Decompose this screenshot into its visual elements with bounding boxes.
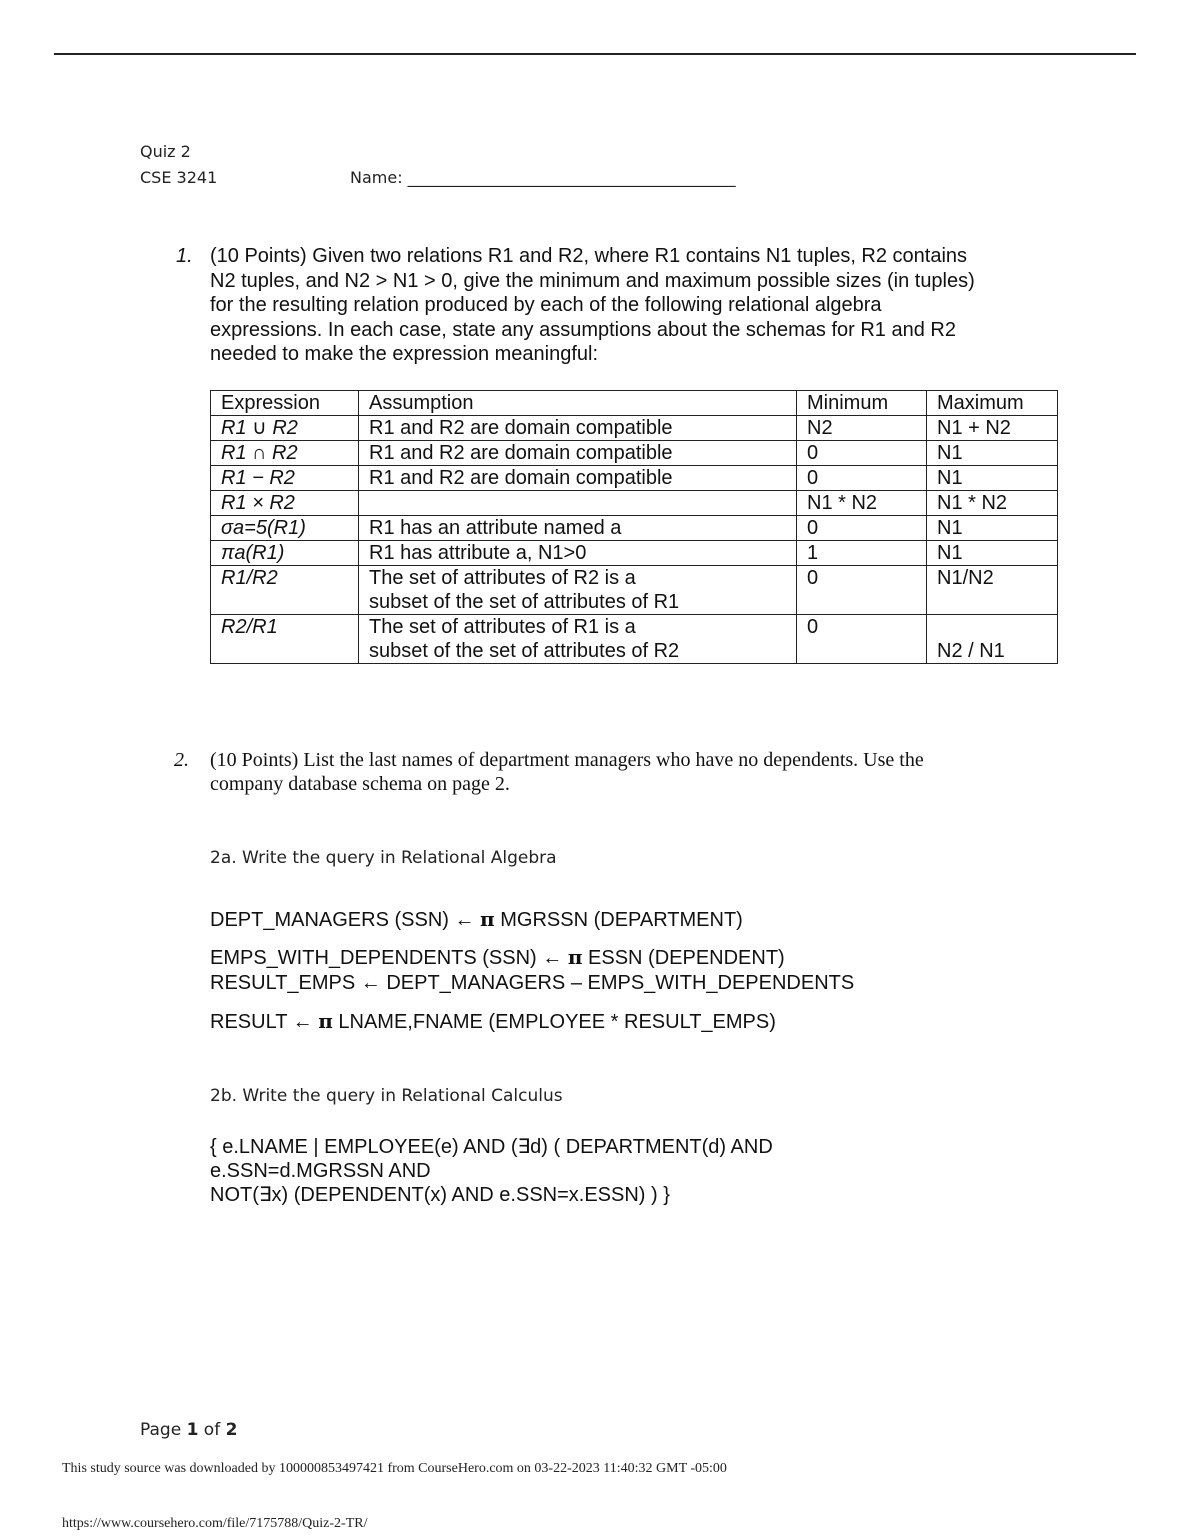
q2-prompt xyxy=(210,748,1110,796)
assumption-cell: R1 and R2 are domain compatible xyxy=(359,416,797,441)
assumption-cell xyxy=(359,566,797,615)
table-row xyxy=(211,541,1058,566)
page-of: of xyxy=(198,1420,226,1440)
expr-cell: R2/R1 xyxy=(211,615,359,664)
assumption-line: The set of attributes of R1 is a xyxy=(369,616,636,638)
pi-symbol: π xyxy=(567,945,583,969)
assumption-line: subset of the set of attributes of R1 xyxy=(369,591,680,613)
min-cell: 0 xyxy=(797,615,927,664)
min-cell: 0 xyxy=(797,516,927,541)
part-b-label: 2b. Write the query in Relational Calculus xyxy=(210,1086,563,1106)
expr-cell: R1 ∩ R2 xyxy=(211,441,359,466)
page-total: 2 xyxy=(225,1420,238,1440)
assumption-cell: R1 and R2 are domain compatible xyxy=(359,466,797,491)
expr-cell: R1/R2 xyxy=(211,566,359,615)
part-a-label: 2a. Write the query in Relational Algebra xyxy=(210,848,557,868)
algebra-right: LNAME,FNAME (EMPLOYEE * RESULT_EMPS) xyxy=(332,1011,776,1033)
algebra-left: RESULT ← xyxy=(210,1011,313,1033)
page-indicator xyxy=(140,1420,237,1440)
max-cell: N1 xyxy=(927,541,1058,566)
pi-symbol: π xyxy=(318,1009,333,1033)
source-url[interactable]: https://www.coursehero.com/file/7175788/Quiz-2-TR/ xyxy=(62,1516,368,1531)
expr-cell: πa(R1) xyxy=(211,541,359,566)
q1-line: needed to make the expression meaningful: xyxy=(210,343,599,365)
source-note: This study source was downloaded by 100000853497421 from CourseHero.com on 03-22-2023 11:40:32 GMT -05:00 xyxy=(62,1461,727,1476)
q1-line: N2 tuples, and N2 > N1 > 0, give the minimum and maximum possible sizes (in tuples) xyxy=(210,269,975,292)
algebra-line xyxy=(210,1008,776,1035)
max-cell: N1 * N2 xyxy=(927,491,1058,516)
min-cell: 0 xyxy=(797,466,927,491)
max-cell: N1 xyxy=(927,441,1058,466)
q2-number: 2. xyxy=(174,749,189,771)
page-prefix: Page xyxy=(140,1420,187,1440)
q1-line: for the resulting relation produced by each of the following relational algebra xyxy=(210,294,882,316)
algebra-line xyxy=(210,906,743,933)
calculus-answer xyxy=(210,1135,773,1207)
algebra-left: DEPT_MANAGERS (SSN) ← xyxy=(210,909,475,931)
table-row xyxy=(211,566,1058,615)
assumption-cell: R1 has an attribute named a xyxy=(359,516,797,541)
min-cell: N2 xyxy=(797,416,927,441)
header-assumption: Assumption xyxy=(359,391,797,416)
q1-number: 1. xyxy=(176,245,193,267)
top-rule xyxy=(54,53,1136,55)
min-cell: 0 xyxy=(797,566,927,615)
table-row xyxy=(211,441,1058,466)
max-cell: N1 + N2 xyxy=(927,416,1058,441)
max-cell: N1 xyxy=(927,466,1058,491)
min-cell: 0 xyxy=(797,441,927,466)
algebra-right: MGRSSN (DEPARTMENT) xyxy=(494,909,743,931)
algebra-right: ESSN (DEPENDENT) xyxy=(582,947,785,969)
name-field: Name: _________________________________________ xyxy=(350,168,736,187)
q2-line: company database schema on page 2. xyxy=(210,773,510,795)
algebra-left: EMPS_WITH_DEPENDENTS (SSN) ← xyxy=(210,947,563,969)
table-header-row xyxy=(211,391,1058,416)
expr-cell: R1 × R2 xyxy=(211,491,359,516)
max-cell: N1/N2 xyxy=(927,566,1058,615)
pi-symbol: π xyxy=(480,907,495,931)
calculus-line: { e.LNAME | EMPLOYEE(e) AND (∃d) ( DEPARTMENT(d) AND xyxy=(210,1136,773,1158)
algebra-left: RESULT_EMPS ← DEPT_MANAGERS – EMPS_WITH_DEPENDENTS xyxy=(210,972,855,994)
table-row xyxy=(211,466,1058,491)
calculus-line: NOT(∃x) (DEPENDENT(x) AND e.SSN=x.ESSN) ) } xyxy=(210,1184,670,1206)
max-cell: N1 xyxy=(927,516,1058,541)
course-code: CSE 3241 xyxy=(140,168,218,187)
calculus-line: e.SSN=d.MGRSSN AND xyxy=(210,1160,431,1182)
expr-cell: σa=5(R1) xyxy=(211,516,359,541)
q1-prompt xyxy=(210,244,1090,367)
expr-cell: R1 ∪ R2 xyxy=(211,416,359,441)
q1-line: (10 Points) Given two relations R1 and R2, where R1 contains N1 tuples, R2 contains xyxy=(210,245,968,267)
min-cell: 1 xyxy=(797,541,927,566)
size-table xyxy=(210,390,1058,664)
assumption-line: The set of attributes of R2 is a xyxy=(369,567,636,589)
min-cell: N1 * N2 xyxy=(797,491,927,516)
table-row xyxy=(211,416,1058,441)
assumption-cell: R1 and R2 are domain compatible xyxy=(359,441,797,466)
max-cell: N2 / N1 xyxy=(927,615,1058,664)
q1-line: expressions. In each case, state any assumptions about the schemas for R1 and R2 xyxy=(210,318,956,341)
table-row xyxy=(211,491,1058,516)
header-minimum: Minimum xyxy=(797,391,927,416)
algebra-line xyxy=(210,970,854,996)
header-expression: Expression xyxy=(211,391,359,416)
assumption-line: subset of the set of attributes of R2 xyxy=(369,640,680,662)
assumption-cell xyxy=(359,615,797,664)
table-row xyxy=(211,516,1058,541)
algebra-line xyxy=(210,944,785,971)
q2-line: (10 Points) List the last names of department managers who have no dependents. Use the xyxy=(210,749,924,771)
expr-cell: R1 − R2 xyxy=(211,466,359,491)
header-maximum: Maximum xyxy=(927,391,1058,416)
assumption-cell xyxy=(359,491,797,516)
page-number: 1 xyxy=(186,1420,199,1440)
quiz-title: Quiz 2 xyxy=(140,142,191,161)
table-row xyxy=(211,615,1058,664)
assumption-cell: R1 has attribute a, N1>0 xyxy=(359,541,797,566)
